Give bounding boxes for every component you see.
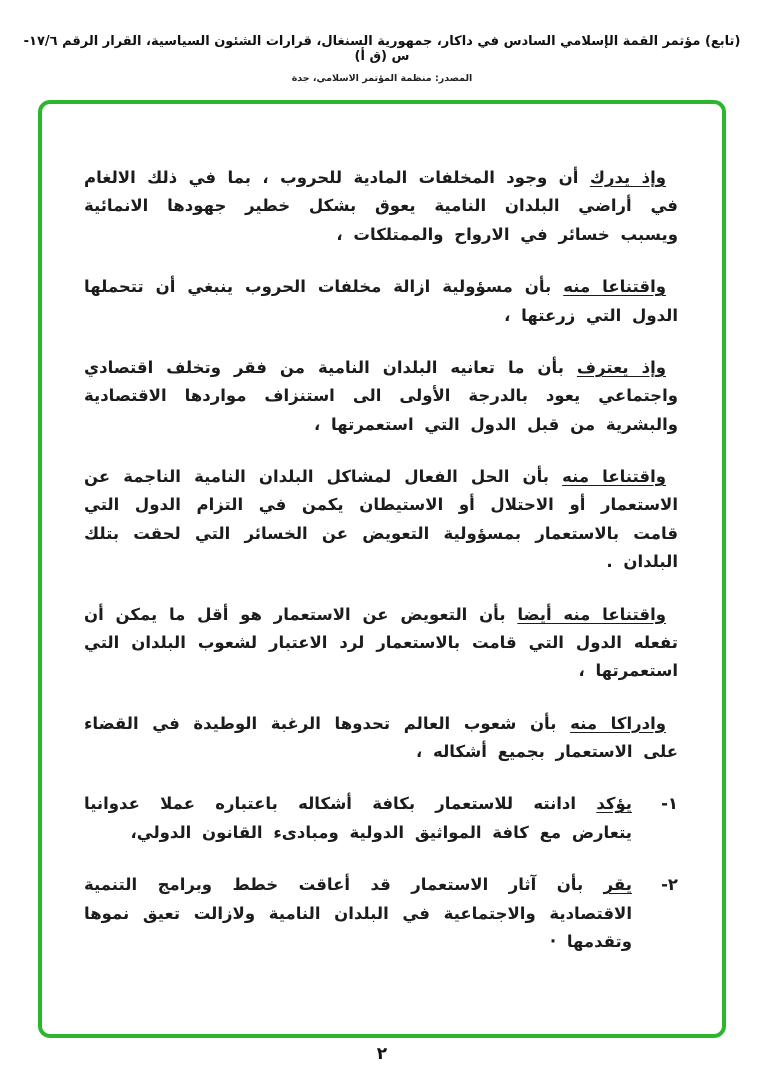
document-header [20, 34, 744, 84]
preamble-paragraph [84, 164, 678, 249]
document-body [84, 164, 678, 980]
item-lead: يقر [603, 875, 632, 895]
green-border-frame [38, 100, 726, 1038]
paragraph-text: أن وجود المخلفات المادية للحروب ، بما في ذلك الالغام في أراضي البلدان النامية يعوق بشكل خطير جهودها الانمائية ويسبب خسائر في الارواح والممتلكات ، [84, 168, 678, 244]
header-title: (تابع) مؤتمر القمة الإسلامي السادس في داكار، جمهورية السنغال، قرارات الشئون السياسية، القرار الرقم ١٧/٦-س (ق أ) [23, 34, 741, 64]
item-lead: يؤكد [596, 794, 632, 814]
paragraph-lead: وادراكا منه [570, 713, 667, 733]
operative-item [84, 871, 678, 956]
preamble-paragraph [84, 710, 678, 767]
header-source: المصدر: منظمة المؤتمر الاسلامي، جدة [291, 73, 473, 84]
paragraph-text: بأن الحل الفعال لمشاكل البلدان النامية الناجمة عن الاستعمار أو الاحتلال أو الاستيطان يكمن في التزام الدول التي قامت بالاستعمار بمسؤولية التعويض عن الخسائر التي لحقت بتلك البلدان . [84, 467, 678, 572]
paragraph-lead: واقتناعا منه أيضا [517, 604, 666, 624]
item-body [84, 871, 632, 956]
preamble-paragraph [84, 273, 678, 330]
item-number: ١- [661, 794, 678, 814]
paragraph-lead: واقتناعا منه [563, 277, 666, 297]
paragraph-text: بأن ما تعانيه البلدان النامية من فقر وتخلف اقتصادي واجتماعي يعود بالدرجة الأولى الى استنزاف مواردها الاقتصادية والبشرية من قبل الدول التي استعمرتها ، [84, 357, 678, 434]
item-number: ٢- [661, 875, 678, 895]
operative-item [84, 790, 678, 847]
item-text: بأن آثار الاستعمار قد أعاقت خطط وبرامج التنمية الاقتصادية والاجتماعية في البلدان النامية ولازالت تعيق نموها وتقدمها · [84, 875, 632, 951]
paragraph-text: بأن التعويض عن الاستعمار هو أقل ما يمكن أن تفعله الدول التي قامت بالاستعمار لرد الاعتبار لشعوب البلدان التي استعمرتها ، [84, 604, 678, 681]
paragraph-lead: وإذ يعترف [576, 357, 666, 377]
page-number: ٢ [376, 1044, 388, 1064]
paragraph-lead: وإذ يدرك [589, 168, 666, 187]
item-body [84, 790, 632, 847]
paragraph-lead: واقتناعا منه [562, 467, 666, 486]
item-text: ادانته للاستعمار بكافة أشكاله باعتباره عملا عدوانيا يتعارض مع كافة المواثيق الدولية ومبادىء القانون الدولي، [84, 794, 632, 842]
paragraph-text: بأن مسؤولية ازالة مخلفات الحروب ينبغي أن تتحملها الدول التي زرعتها ، [84, 277, 678, 325]
preamble-paragraph [84, 601, 678, 686]
paragraph-text: بأن شعوب العالم تحدوها الرغبة الوطيدة في القضاء على الاستعمار بجميع أشكاله ، [84, 713, 678, 761]
preamble-paragraph [84, 463, 678, 577]
preamble-paragraph [84, 354, 678, 439]
